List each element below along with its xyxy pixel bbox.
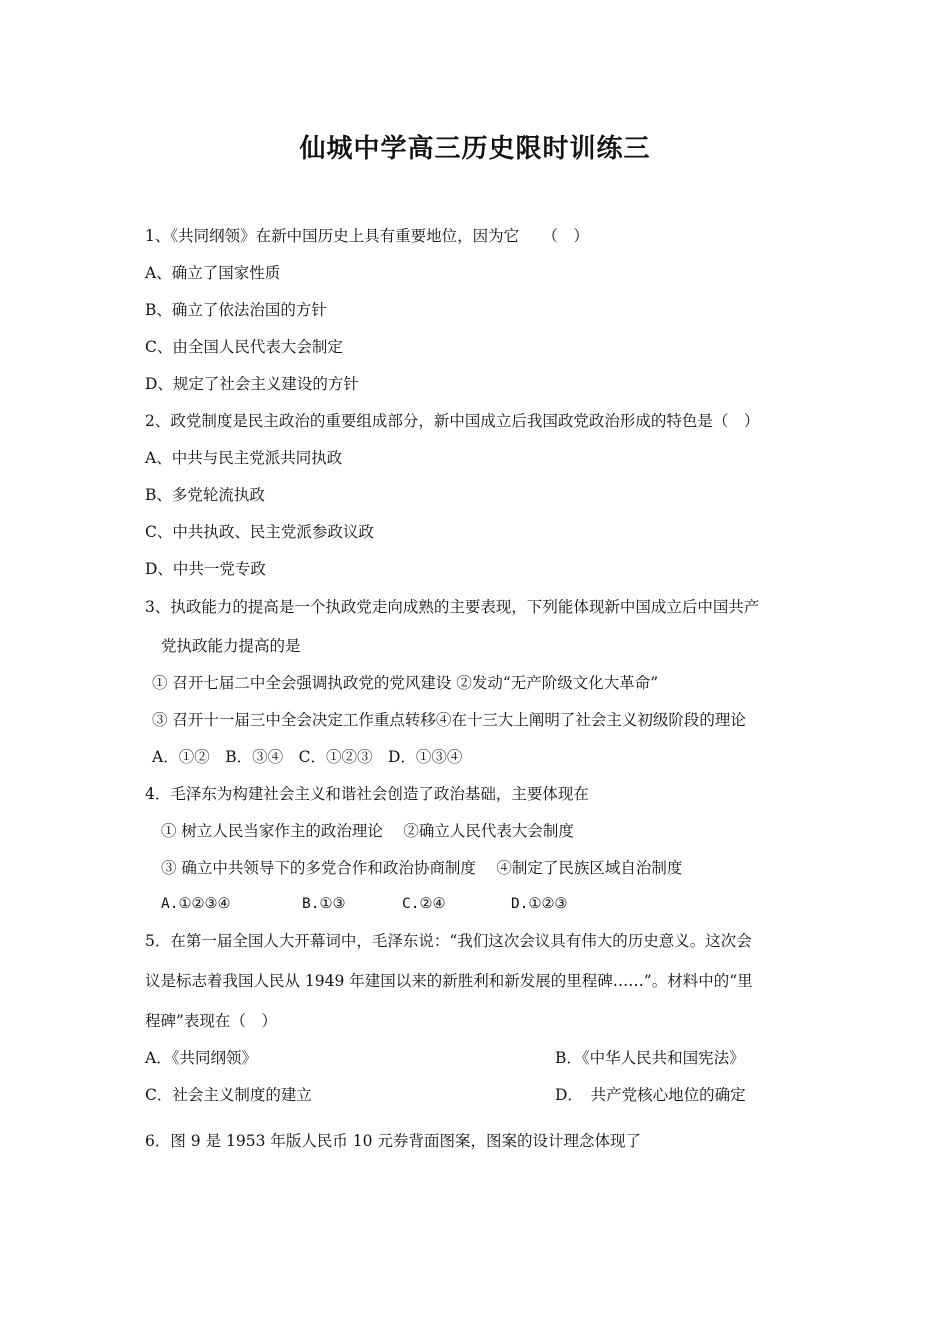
page-title: 仙城中学高三历史限时训练三	[299, 134, 651, 164]
question-4-items-line-2: ③ 确立中共领导下的多党合作和政治协商制度 ④制定了民族区域自治制度	[161, 859, 683, 877]
question-4-stem: 4．毛泽东为构建社会主义和谐社会创造了政治基础，主要体现在	[145, 785, 589, 803]
question-5-stem-line-2: 议是标志着我国人民从 1949 年建国以来的新胜利和新发展的里程碑……”。材料中的“里	[145, 972, 753, 990]
question-5-option-b: B．《中华人民共和国宪法》	[555, 1049, 745, 1067]
question-1-stem: 1、《共同纲领》在新中国历史上具有重要地位，因为它 （ ）	[145, 227, 589, 245]
question-1-option-a: A、确立了国家性质	[145, 264, 281, 282]
question-4-option-b: B.①③	[302, 896, 346, 912]
question-1-option-d: D、规定了社会主义建设的方针	[145, 375, 359, 393]
question-5-stem-line-1: 5．在第一届全国人大开幕词中，毛泽东说：“我们这次会议具有伟大的历史意义。这次会	[145, 932, 752, 950]
question-2-option-d: D、中共一党专政	[145, 560, 266, 578]
question-2-option-a: A、中共与民主党派共同执政	[145, 449, 343, 467]
question-1-option-c: C、由全国人民代表大会制定	[145, 338, 343, 356]
question-4-option-d: D.①②③	[511, 896, 568, 912]
question-3-options: A．①② B．③④ C．①②③ D．①③④	[152, 748, 463, 766]
question-4-items-line-1: ① 树立人民当家作主的政治理论 ②确立人民代表大会制度	[161, 822, 574, 840]
question-2-option-c: C、中共执政、民主党派参政议政	[145, 523, 374, 541]
question-4-option-a: A.①②③④	[161, 896, 231, 912]
question-5-option-a: A．《共同纲领》	[145, 1049, 257, 1067]
question-5-option-c: C．社会主义制度的建立	[145, 1086, 312, 1104]
question-3-stem-line-1: 3、执政能力的提高是一个执政党走向成熟的主要表现，下列能体现新中国成立后中国共产	[145, 598, 760, 616]
question-2-option-b: B、多党轮流执政	[145, 486, 265, 504]
question-2-stem: 2、政党制度是民主政治的重要组成部分，新中国成立后我国政党政治形成的特色是（ ）	[145, 412, 760, 430]
question-3-items-line-1: ① 召开七届二中全会强调执政党的党风建设 ②发动“无产阶级文化大革命”	[152, 674, 659, 692]
question-5-option-d: D． 共产党核心地位的确定	[555, 1086, 746, 1104]
question-1-option-b: B、确立了依法治国的方针	[145, 301, 327, 319]
question-3-stem-line-2: 党执政能力提高的是	[161, 637, 301, 655]
question-3-items-line-2: ③ 召开十一届三中全会决定工作重点转移④在十三大上阐明了社会主义初级阶段的理论	[152, 711, 746, 729]
question-4-option-c: C.②④	[402, 896, 446, 912]
question-6-stem: 6．图 9 是 1953 年版人民币 10 元券背面图案，图案的设计理念体现了	[145, 1132, 641, 1150]
question-5-stem-line-3: 程碑”表现在（ ）	[145, 1012, 277, 1030]
